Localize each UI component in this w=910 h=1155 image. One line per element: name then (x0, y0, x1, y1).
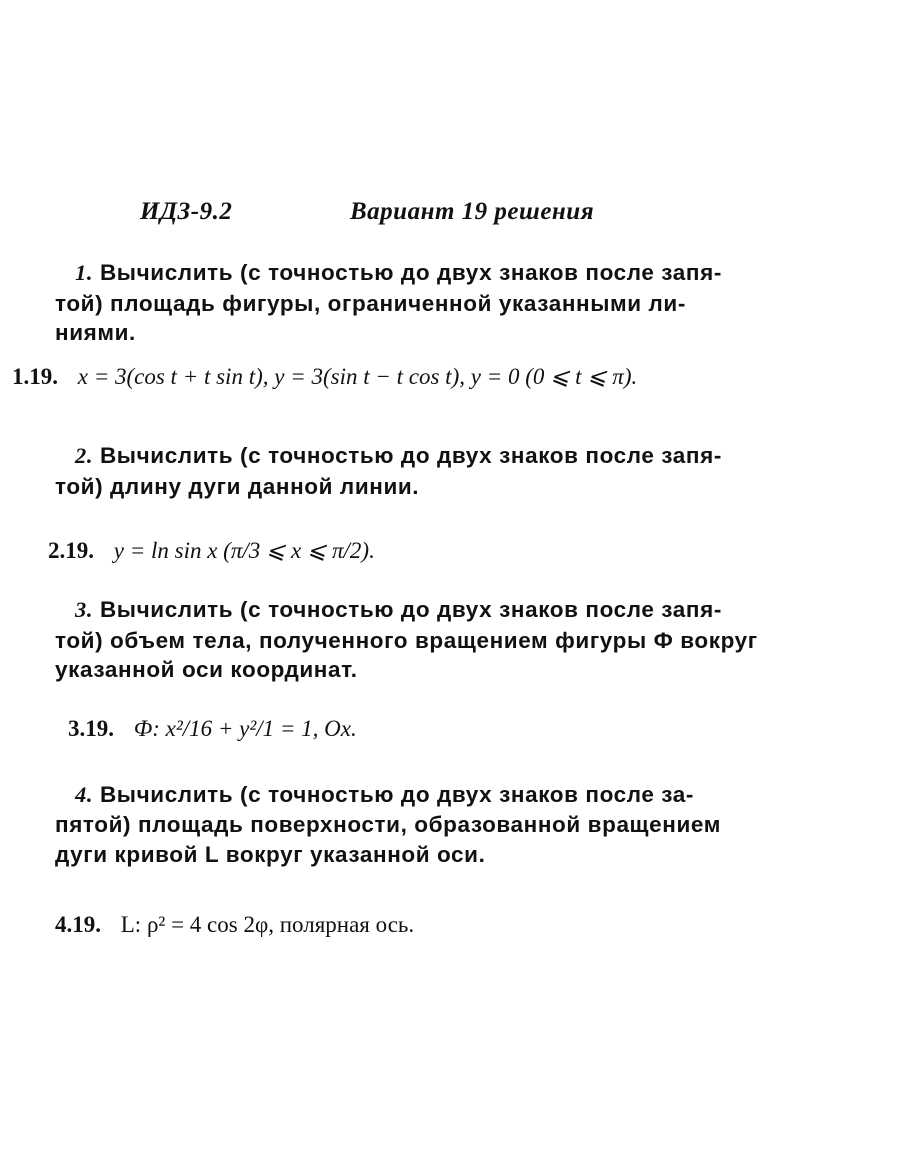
problem-1-19-text: x = 3(cos t + t sin t), y = 3(sin t − t cos t), y = 0 (0 ⩽ t ⩽ π). (77, 364, 638, 389)
problem-2-19 (48, 538, 375, 564)
task-4-number: 4. (75, 782, 94, 807)
task-4-line-3: дуги кривой L вокруг указанной оси. (55, 842, 486, 867)
doc-code: ИДЗ-9.2 (140, 198, 233, 225)
problem-3-19-number: 3.19. (68, 716, 114, 741)
problem-4-19-text: L: ρ² = 4 cos 2φ, полярная ось. (120, 912, 415, 937)
problem-1-19 (12, 364, 637, 390)
task-1-line-2: той) площадь фигуры, ограниченной указанными ли- (55, 291, 686, 316)
problem-4-19 (55, 912, 414, 938)
task-3-line-3: указанной оси координат. (55, 657, 358, 682)
task-2-line-1: 2. Вычислить (с точностью до двух знаков после запя- (75, 443, 722, 468)
task-3-line-1: 3. Вычислить (с точностью до двух знаков после запя- (75, 597, 722, 622)
task-1-line-1: 1. Вычислить (с точностью до двух знаков после запя- (75, 260, 722, 285)
task-1-line-3: ниями. (55, 320, 136, 345)
task-3-line-2: той) объем тела, полученного вращением фигуры Ф вокруг (55, 628, 758, 653)
task-3-number: 3. (75, 597, 94, 622)
problem-3-19-text: Ф: x²/16 + y²/1 = 1, Ox. (133, 716, 357, 741)
task-4-line-1: 4. Вычислить (с точностью до двух знаков после за- (75, 782, 694, 807)
problem-4-19-number: 4.19. (55, 912, 101, 937)
task-2-number: 2. (75, 443, 94, 468)
variant-title: Вариант 19 решения (350, 198, 595, 225)
task-1-number: 1. (75, 260, 94, 285)
problem-2-19-number: 2.19. (48, 538, 94, 563)
problem-1-19-number: 1.19. (12, 364, 58, 389)
task-4-line-2: пятой) площадь поверхности, образованной вращением (55, 812, 721, 837)
task-2-line-2: той) длину дуги данной линии. (55, 474, 420, 499)
problem-2-19-text: y = ln sin x (π/3 ⩽ x ⩽ π/2). (113, 538, 375, 563)
problem-3-19 (68, 716, 357, 742)
